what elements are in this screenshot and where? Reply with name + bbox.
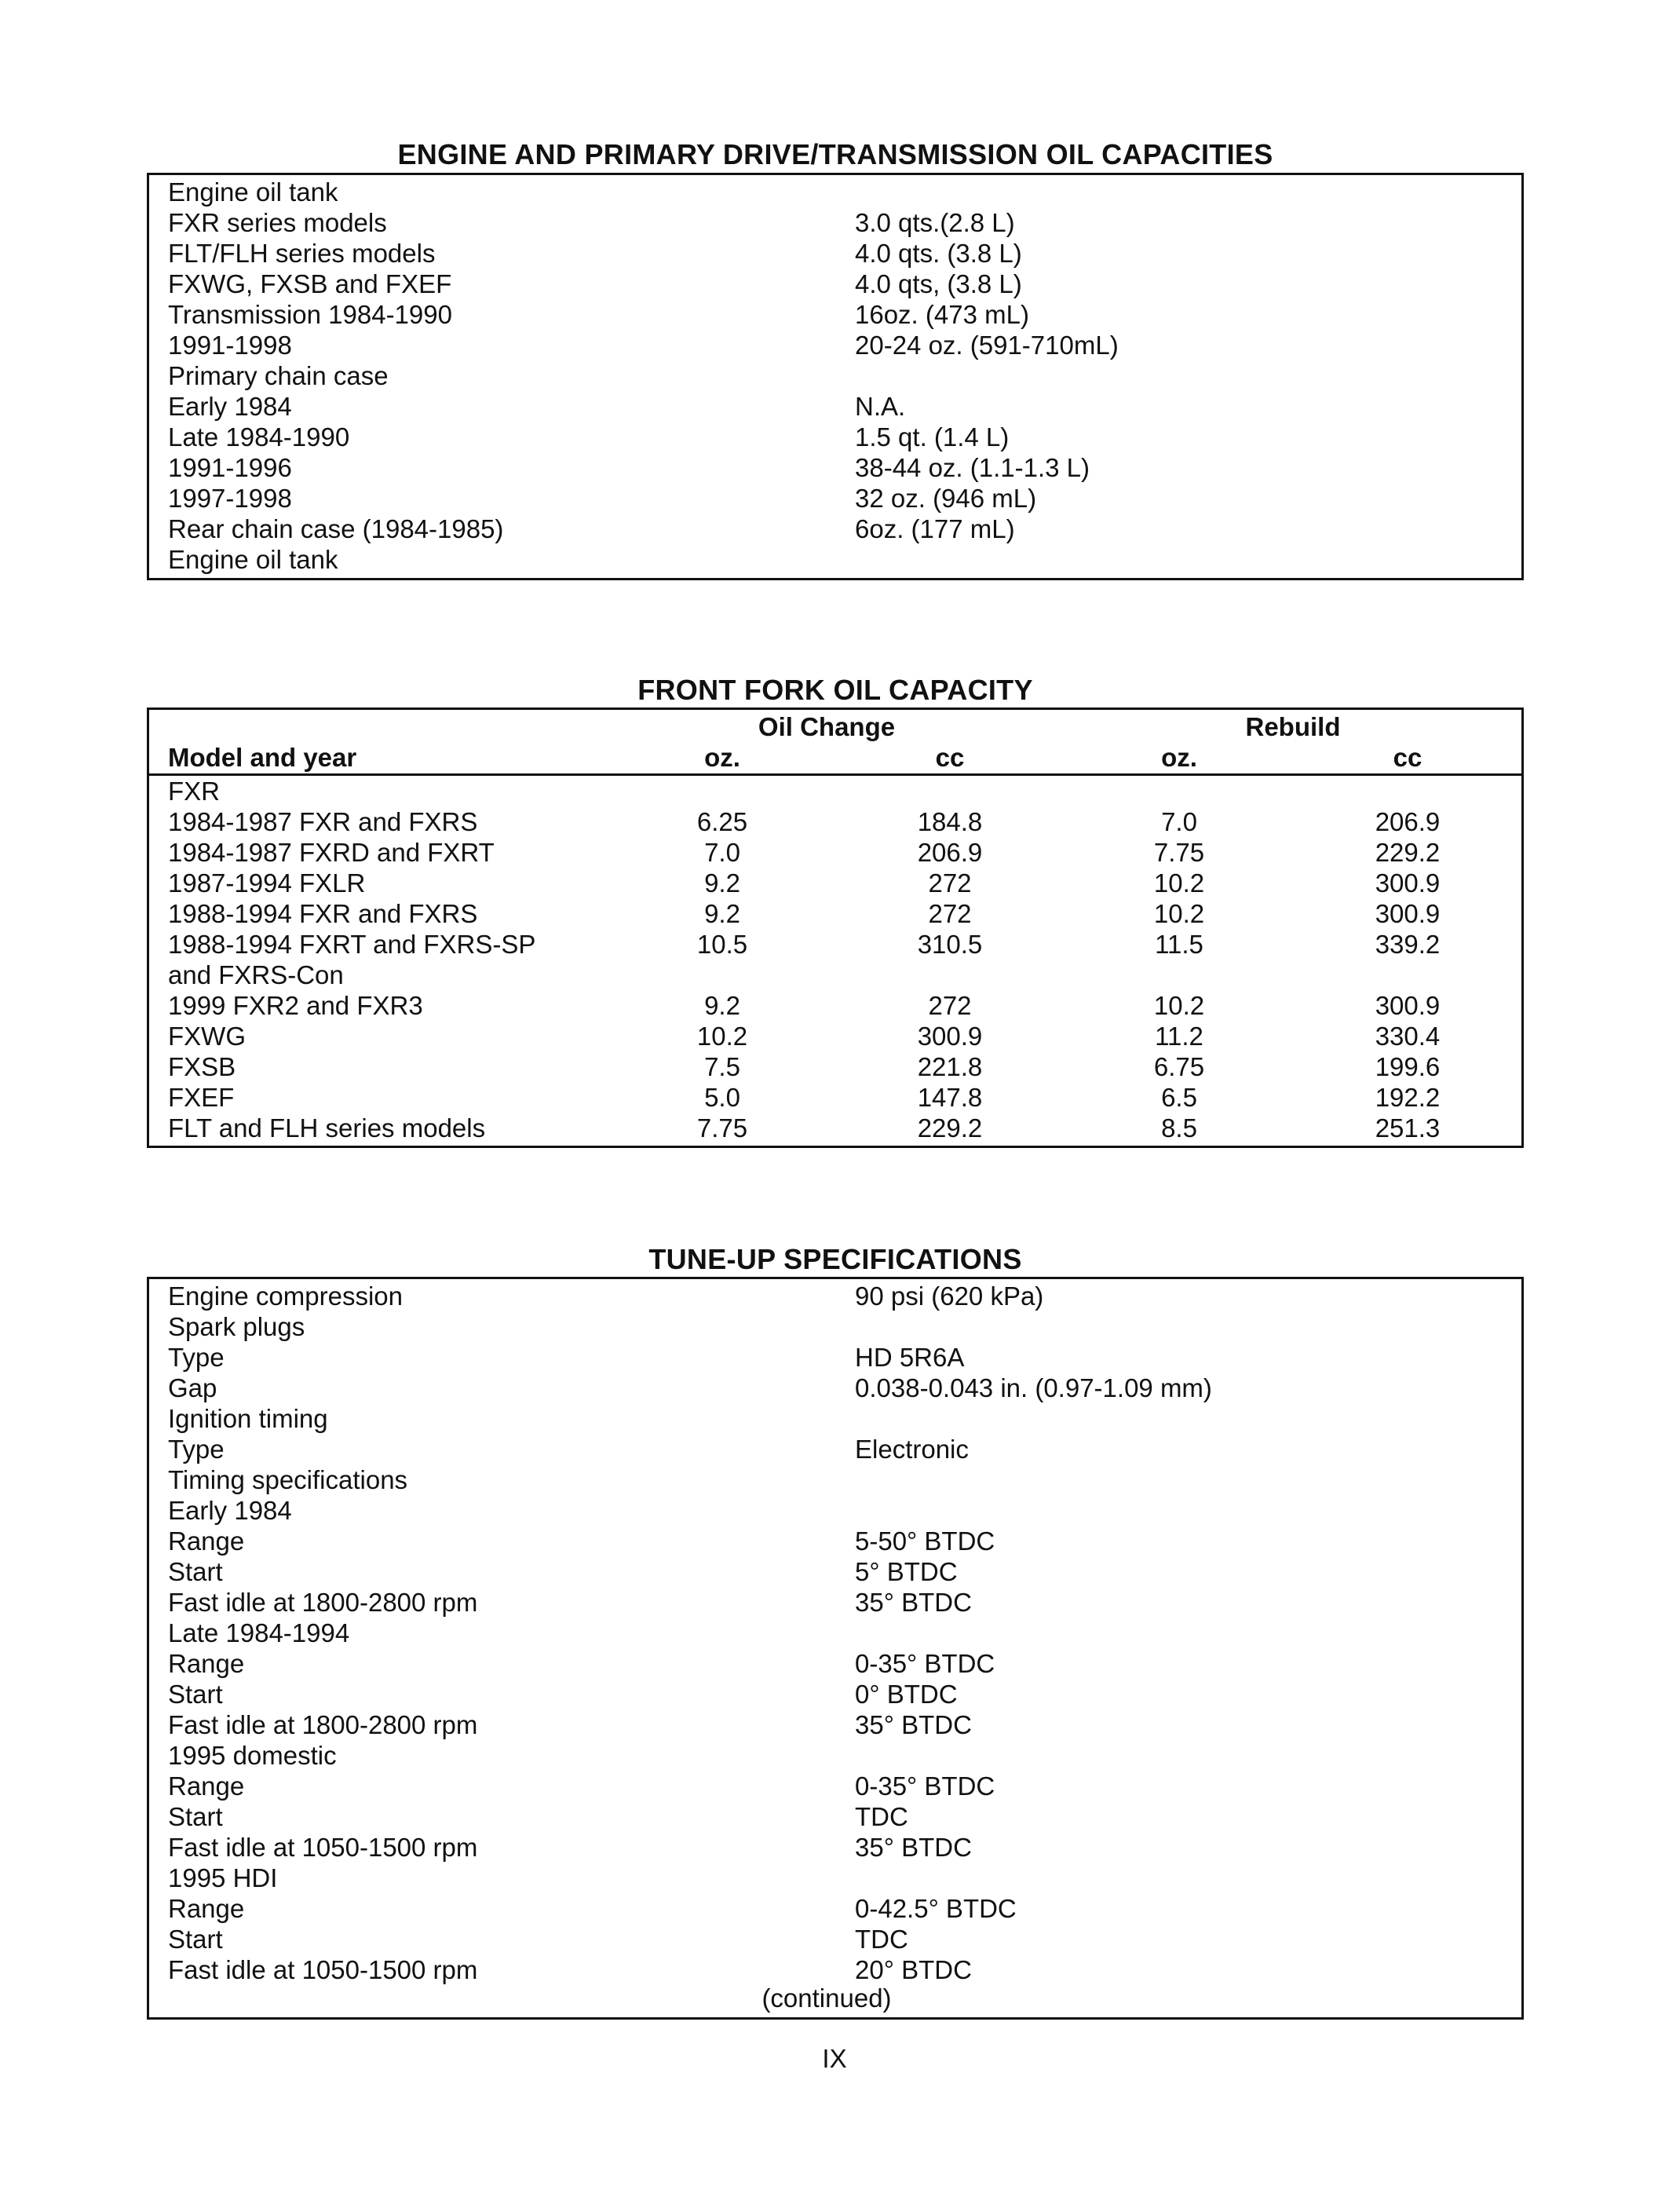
fork-model: and FXRS-Con	[168, 960, 344, 989]
tune-row	[149, 1495, 1521, 1526]
tune-row-label: Range	[168, 1526, 245, 1556]
tune-row	[149, 1893, 1521, 1924]
fork-model: 1988-1994 FXR and FXRS	[168, 899, 478, 928]
tune-row-label: Ignition timing	[168, 1404, 328, 1433]
tune-row-label: Type	[168, 1343, 225, 1372]
tune-row	[149, 1587, 1521, 1618]
oil-row-label: 1997-1998	[168, 484, 292, 513]
oil-row	[149, 422, 1521, 452]
fork-row	[149, 929, 1521, 960]
oil-change-oz-cell: 9.2	[704, 899, 740, 928]
tune-row-value: TDC	[855, 1802, 908, 1831]
tune-row-value: TDC	[855, 1925, 908, 1954]
tune-row-value: 35° BTDC	[855, 1588, 972, 1617]
rebuild-oz-header: oz.	[1161, 743, 1197, 772]
oil-row	[149, 177, 1521, 207]
oil-change-cc-cell: 272	[928, 991, 972, 1020]
tune-row	[149, 1342, 1521, 1373]
tune-row	[149, 1464, 1521, 1495]
tune-row-value: 20° BTDC	[855, 1955, 972, 1984]
tune-row	[149, 1648, 1521, 1679]
tune-row-label: Gap	[168, 1373, 217, 1402]
oil-row-label: Early 1984	[168, 392, 292, 421]
tune-row-label: Late 1984-1994	[168, 1618, 350, 1647]
tune-row-value: 35° BTDC	[855, 1833, 972, 1862]
tune-row	[149, 1801, 1521, 1832]
tune-row-label: 1995 HDI	[168, 1863, 278, 1892]
fork-row	[149, 868, 1521, 898]
rebuild-oz-cell: 6.75	[1153, 1052, 1205, 1081]
tune-row	[149, 1863, 1521, 1893]
tune-row	[149, 1954, 1521, 1985]
fork-row	[149, 1051, 1521, 1082]
tune-row-label: Fast idle at 1050-1500 rpm	[168, 1955, 478, 1984]
tune-row	[149, 1832, 1521, 1863]
oil-change-cc-cell: 184.8	[917, 807, 983, 836]
fork-model: 1988-1994 FXRT and FXRS-SP	[168, 930, 536, 959]
oil-row	[149, 299, 1521, 330]
rebuild-oz-cell: 10.2	[1153, 868, 1205, 898]
tune-row	[149, 1526, 1521, 1556]
oil-row-label: FXWG, FXSB and FXEF	[168, 269, 452, 298]
tune-row	[149, 1434, 1521, 1464]
oil-change-cc-cell: 272	[928, 868, 972, 898]
continued-row	[149, 1983, 1521, 2014]
oil-row	[149, 360, 1521, 391]
oil-row-value: 4.0 qts, (3.8 L)	[855, 269, 1022, 298]
tune-row-label: Timing specifications	[168, 1465, 408, 1494]
oil-change-cc-cell: 229.2	[917, 1113, 983, 1143]
rebuild-oz-cell: 10.2	[1153, 991, 1205, 1020]
oil-row-value: 32 oz. (946 mL)	[855, 484, 1037, 513]
oil-row-label: Transmission 1984-1990	[168, 300, 452, 329]
rebuild-oz-cell: 8.5	[1161, 1113, 1197, 1143]
oil-change-oz-cell: 7.0	[704, 838, 740, 867]
tune-row	[149, 1403, 1521, 1434]
oil-change-cc-cell: 272	[928, 899, 972, 928]
tune-row	[149, 1771, 1521, 1801]
fork-row	[149, 1113, 1521, 1143]
tune-row-label: Start	[168, 1925, 223, 1954]
oil-change-oz-cell: 5.0	[704, 1083, 740, 1112]
tune-row-label: Early 1984	[168, 1496, 292, 1525]
tune-row-label: Type	[168, 1435, 225, 1464]
fork-model: FXR	[168, 777, 220, 806]
oil-change-cc-cell: 206.9	[917, 838, 983, 867]
tune-row-value: 0° BTDC	[855, 1680, 958, 1709]
tune-row	[149, 1709, 1521, 1740]
tune-row-label: Start	[168, 1557, 223, 1586]
oil-row-label: Late 1984-1990	[168, 422, 350, 452]
tune-row	[149, 1556, 1521, 1587]
tune-row-label: Engine compression	[168, 1281, 403, 1311]
tune-row-label: Spark plugs	[168, 1312, 305, 1341]
oil-change-cc-cell: 300.9	[917, 1022, 983, 1051]
tune-row-value: HD 5R6A	[855, 1343, 965, 1372]
tune-row-label: Range	[168, 1649, 245, 1678]
fork-model: 1984-1987 FXRD and FXRT	[168, 838, 495, 867]
oil-change-oz-cell: 9.2	[704, 868, 740, 898]
oil-row-label: FXR series models	[168, 208, 387, 237]
tune-row-value: 35° BTDC	[855, 1710, 972, 1739]
rebuild-cc-cell: 206.9	[1375, 807, 1441, 836]
tune-row-value: 5-50° BTDC	[855, 1526, 995, 1556]
tune-row	[149, 1311, 1521, 1342]
oil-row-value: 6oz. (177 mL)	[855, 514, 1015, 543]
rebuild-cc-cell: 330.4	[1375, 1022, 1441, 1051]
oil-row-label: FLT/FLH series models	[168, 239, 436, 268]
oil-row-value: 38-44 oz. (1.1-1.3 L)	[855, 453, 1090, 482]
fork-group-header-row	[149, 711, 1521, 742]
oil-row-label: Primary chain case	[168, 361, 389, 390]
rebuild-oz-cell: 10.2	[1153, 899, 1205, 928]
oil-change-oz-header: oz.	[704, 743, 740, 772]
fork-model: 1984-1987 FXR and FXRS	[168, 807, 478, 836]
fork-row	[149, 898, 1521, 929]
oil-change-oz-cell: 9.2	[704, 991, 740, 1020]
oil-row-label: Engine oil tank	[168, 545, 338, 574]
rebuild-cc-cell: 192.2	[1375, 1083, 1441, 1112]
oil-row-label: Rear chain case (1984-1985)	[168, 514, 504, 543]
tune-row	[149, 1373, 1521, 1403]
fork-model: FLT and FLH series models	[168, 1113, 486, 1143]
tune-row-value: 0.038-0.043 in. (0.97-1.09 mm)	[855, 1373, 1212, 1402]
oil-row	[149, 269, 1521, 299]
oil-row-label: 1991-1996	[168, 453, 292, 482]
rebuild-cc-cell: 339.2	[1375, 930, 1441, 959]
tune-up-title: TUNE-UP SPECIFICATIONS	[648, 1243, 1022, 1275]
oil-row	[149, 238, 1521, 269]
oil-change-group-header: Oil Change	[758, 712, 896, 741]
model-year-header: Model and year	[168, 743, 357, 772]
oil-row	[149, 514, 1521, 544]
oil-row	[149, 207, 1521, 238]
rebuild-oz-cell: 11.2	[1155, 1022, 1203, 1051]
oil-row-value: 16oz. (473 mL)	[855, 300, 1029, 329]
fork-row	[149, 806, 1521, 837]
tune-row	[149, 1281, 1521, 1311]
rebuild-cc-cell: 300.9	[1375, 991, 1441, 1020]
tune-row-value: Electronic	[855, 1435, 969, 1464]
oil-row	[149, 483, 1521, 514]
fork-oil-title: FRONT FORK OIL CAPACITY	[637, 674, 1033, 706]
oil-change-cc-header: cc	[935, 743, 965, 772]
rebuild-cc-cell: 199.6	[1375, 1052, 1441, 1081]
tune-row-label: Range	[168, 1894, 245, 1923]
fork-row	[149, 1021, 1521, 1051]
fork-model: FXEF	[168, 1083, 235, 1112]
tune-row	[149, 1618, 1521, 1648]
oil-row-value: 3.0 qts.(2.8 L)	[855, 208, 1015, 237]
rebuild-cc-cell: 300.9	[1375, 899, 1441, 928]
tune-row-label: Range	[168, 1771, 245, 1801]
oil-row-value: 4.0 qts. (3.8 L)	[855, 239, 1022, 268]
tune-up-table	[147, 1277, 1524, 2020]
tune-row-value: 5° BTDC	[855, 1557, 958, 1586]
oil-row	[149, 544, 1521, 575]
oil-change-oz-cell: 10.5	[696, 930, 748, 959]
rebuild-cc-cell: 300.9	[1375, 868, 1441, 898]
tune-row	[149, 1924, 1521, 1954]
tune-row-label: Start	[168, 1802, 223, 1831]
oil-change-cc-cell: 147.8	[917, 1083, 983, 1112]
tune-row	[149, 1740, 1521, 1771]
oil-capacities-title: ENGINE AND PRIMARY DRIVE/TRANSMISSION OIL CAPACITIES	[397, 138, 1273, 170]
rebuild-group-header: Rebuild	[1245, 712, 1341, 741]
oil-row-label: 1991-1998	[168, 331, 292, 360]
tune-row-value: 0-42.5° BTDC	[855, 1894, 1017, 1923]
tune-row-label: 1995 domestic	[168, 1741, 337, 1770]
oil-row	[149, 330, 1521, 360]
tune-row-value: 90 psi (620 kPa)	[855, 1281, 1044, 1311]
rebuild-cc-cell: 229.2	[1375, 838, 1441, 867]
fork-row	[149, 776, 1521, 806]
fork-row	[149, 837, 1521, 868]
oil-change-oz-cell: 6.25	[696, 807, 748, 836]
oil-change-oz-cell: 10.2	[696, 1022, 748, 1051]
oil-change-oz-cell: 7.75	[696, 1113, 748, 1143]
fork-row	[149, 960, 1521, 990]
fork-row	[149, 1082, 1521, 1113]
rebuild-oz-cell: 7.75	[1153, 838, 1205, 867]
oil-change-cc-cell: 310.5	[917, 930, 983, 959]
rebuild-cc-header: cc	[1393, 743, 1422, 772]
fork-model: 1987-1994 FXLR	[168, 868, 366, 898]
oil-row-value: 1.5 qt. (1.4 L)	[855, 422, 1010, 452]
fork-model: FXSB	[168, 1052, 236, 1081]
fork-oil-table	[147, 707, 1524, 1148]
oil-capacities-table	[147, 173, 1524, 580]
tune-row-label: Fast idle at 1800-2800 rpm	[168, 1588, 478, 1617]
fork-row	[149, 990, 1521, 1021]
oil-row-value: 20-24 oz. (591-710mL)	[855, 331, 1119, 360]
oil-change-oz-cell: 7.5	[704, 1052, 740, 1081]
tune-row-value: 0-35° BTDC	[855, 1649, 995, 1678]
page-number: IX	[822, 2044, 847, 2073]
fork-column-header-row	[149, 742, 1521, 773]
rebuild-oz-cell: 7.0	[1161, 807, 1197, 836]
tune-row-label: Fast idle at 1800-2800 rpm	[168, 1710, 478, 1739]
tune-row-label: Fast idle at 1050-1500 rpm	[168, 1833, 478, 1862]
fork-model: FXWG	[168, 1022, 246, 1051]
tune-row-value: 0-35° BTDC	[855, 1771, 995, 1801]
continued-note: (continued)	[761, 1983, 892, 2013]
tune-row-label: Start	[168, 1680, 223, 1709]
rebuild-oz-cell: 11.5	[1155, 930, 1203, 959]
rebuild-cc-cell: 251.3	[1375, 1113, 1441, 1143]
oil-row-label: Engine oil tank	[168, 177, 338, 207]
oil-row-value: N.A.	[855, 392, 906, 421]
tune-row	[149, 1679, 1521, 1709]
oil-row	[149, 452, 1521, 483]
fork-model: 1999 FXR2 and FXR3	[168, 991, 423, 1020]
oil-change-cc-cell: 221.8	[917, 1052, 983, 1081]
oil-row	[149, 391, 1521, 422]
rebuild-oz-cell: 6.5	[1161, 1083, 1197, 1112]
